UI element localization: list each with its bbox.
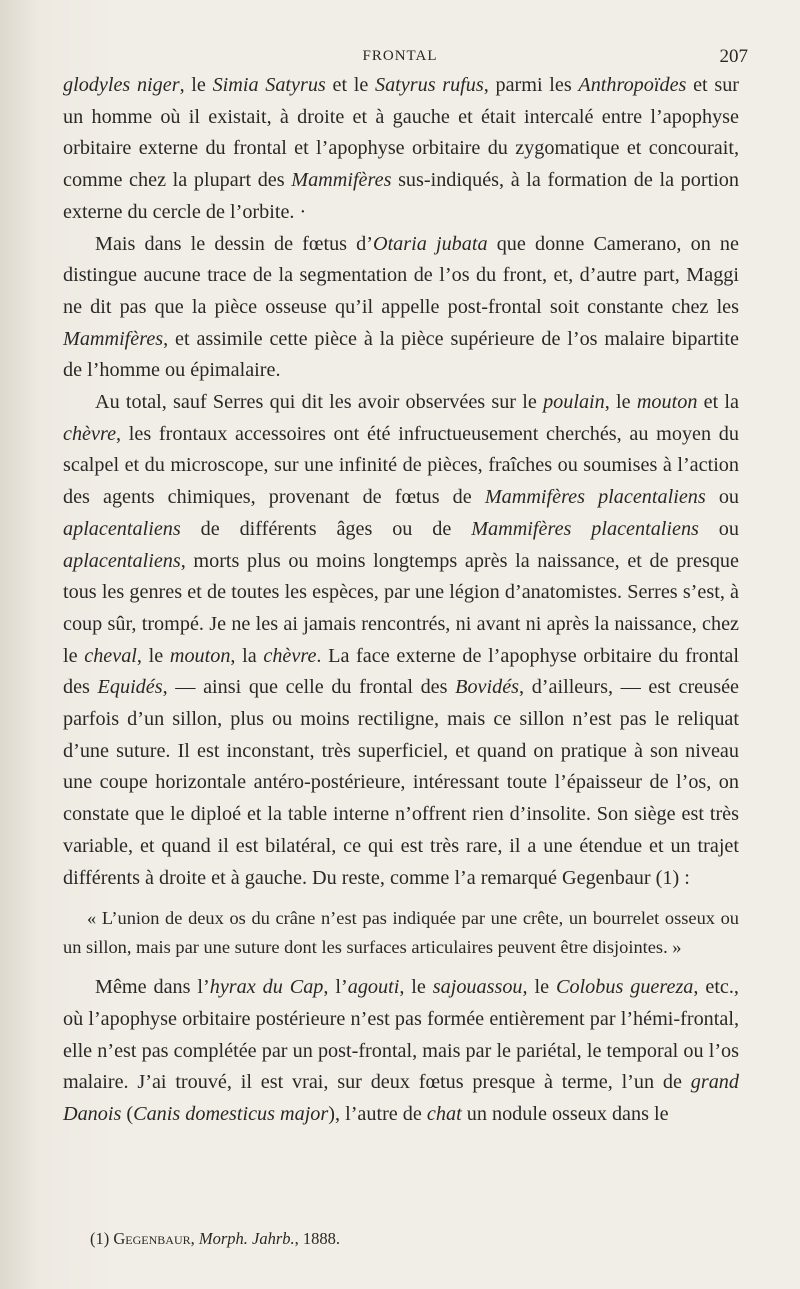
text-run: , parmi les [483, 74, 579, 96]
paragraph [63, 70, 739, 229]
italic-term: poulain [543, 391, 605, 414]
text-run: , et assimile cette pièce à la pièce supérieure de l’os malaire bipartite de l’homme ou épimalaire. [63, 327, 739, 382]
italic-term: hyrax du Cap [209, 976, 324, 999]
body-text [63, 70, 739, 1131]
italic-term: mouton [636, 391, 698, 414]
text-run: ou [705, 486, 740, 509]
italic-term: Bovidés [455, 676, 520, 699]
italic-term: Mammifères placentaliens [471, 517, 699, 540]
text-run: . La face externe de l’apophyse orbitaire du frontal des [63, 644, 739, 699]
footnote: (1) Gegenbaur, Morph. Jahrb., 1888. [90, 1229, 341, 1248]
text-run: , la [230, 644, 264, 667]
paragraph [63, 387, 739, 894]
paragraph [63, 972, 739, 1131]
italic-term: Mammifères [63, 327, 164, 350]
text-run: , le [604, 391, 637, 414]
footnote-year: , 1888. [294, 1229, 341, 1248]
italic-term: sajouassou [432, 976, 523, 999]
running-head [0, 46, 800, 70]
text-run: « L’union de deux os du crâne n’est pas indiquée par une crête, un bourrelet osseux ou un sillon, mais par une suture dont les surfaces articulaires peuvent être disjointes. » [63, 908, 739, 958]
italic-term: chèvre [263, 644, 317, 667]
text-run: et la [697, 391, 740, 414]
text-run: et sur un homme où il existait, à droite et à gauche et était intercalé entre l’apophyse orbitaire externe du frontal et l’apophyse orbitaire du zygomatique et concourait, comme chez la plupart des [63, 74, 740, 192]
footnote-number: (1) [90, 1229, 110, 1248]
italic-term: chèvre [63, 422, 117, 445]
italic-term: agouti [347, 976, 400, 999]
text-run: un nodule osseux dans le [461, 1103, 669, 1126]
italic-term: grand Danois [63, 1071, 739, 1126]
italic-term: Satyrus rufus [374, 74, 484, 96]
footnote-source: Morph. Jahrb. [198, 1229, 295, 1248]
page-number: 207 [719, 46, 748, 67]
text-run: Au total, sauf Serres qui dit les avoir observées sur le [95, 391, 544, 414]
paragraph [63, 229, 739, 388]
text-run: , le [179, 74, 213, 96]
italic-term: Colobus guereza [556, 976, 694, 999]
text-run: , etc., où l’apophyse orbitaire postérieure n’est pas formée entièrement par l’hémi-frontal, elle n’est pas complétée par un post-frontal, mais par le pariétal, le temporal ou l’os malaire. J’ai trouvé, il est vrai, sur deux fœtus presque à terme, l’un de [63, 976, 739, 1094]
italic-term: cheval [84, 644, 137, 667]
italic-term: mouton [169, 644, 231, 667]
italic-term: Simia Satyrus [212, 74, 326, 96]
text-run: , le [136, 644, 170, 667]
italic-term: Mammifères placentaliens [484, 486, 706, 509]
italic-term: Equidés [97, 676, 163, 699]
text-run: de différents âges ou de [180, 517, 472, 540]
footnote-author: Gegenbaur [113, 1229, 191, 1248]
text-run: et le [325, 74, 375, 96]
italic-term: Mammifères [291, 169, 392, 192]
text-run: Mais dans le dessin de fœtus d’ [95, 232, 373, 255]
italic-term: glodyles niger [63, 74, 180, 96]
text-run: , — ainsi que celle du frontal des [162, 676, 456, 699]
italic-term: aplacentaliens [63, 549, 181, 572]
text-run: , morts plus ou moins longtemps après la naissance, et de presque tous les genres et de toutes les espèces, par une légion d’anatomistes. Serres s’est, à coup sûr, trompé. Je ne les ai jamais rencontrés, ni avant ni après la naissance, chez le [63, 549, 739, 667]
text-run: , le [522, 976, 556, 999]
text-run: ( [121, 1103, 134, 1126]
text-run: que donne Camerano, on ne distingue aucune trace de la segmentation de l’os du front, et, d’autre part, Maggi ne dit pas que la pièce osseuse qu’il appelle post-frontal soit constante chez les [63, 232, 739, 318]
text-run: Même dans l’ [95, 976, 210, 999]
text-run: , l’ [323, 976, 348, 999]
text-run: ou [698, 517, 739, 540]
text-run: , le [399, 976, 433, 999]
italic-term: Anthropoïdes [578, 74, 687, 96]
italic-term: chat [426, 1103, 462, 1126]
text-run: , d’ailleurs, — est creusée parfois d’un sillon, plus ou moins rectiligne, mais ce sillon n’est pas le reliquat d’une suture. Il est inconstant, très superficiel, et quand on pratique à son niveau une coupe horizontale antéro-postérieure, intéressant toute l’épaisseur de l’os, on constate que le diploé et la table interne n’offrent rien d’insolite. Son siège est très variable, et quand il est bilatéral, ce qui est très rare, il a une étendue et un trajet différents à droite et à gauche. Du reste, comme l’a remarqué Gegenbaur (1) : [63, 676, 739, 889]
text-run: sus-indiqués, à la formation de la portion externe du cercle de l’orbite. · [63, 169, 739, 223]
text-run: ), l’autre de [328, 1103, 427, 1126]
italic-term: Otaria jubata [372, 232, 488, 255]
running-title: FRONTAL [362, 48, 438, 64]
italic-term: Canis domesticus major [133, 1103, 329, 1126]
text-run: , les frontaux accessoires ont été infructueusement cherchés, au moyen du scalpel et du microscope, sur une infinité de pièces, fraîches ou soumises à l’action des agents chimiques, provenant de fœtus de [63, 422, 739, 509]
italic-term: aplacentaliens [63, 517, 181, 540]
block-quote [63, 904, 739, 962]
